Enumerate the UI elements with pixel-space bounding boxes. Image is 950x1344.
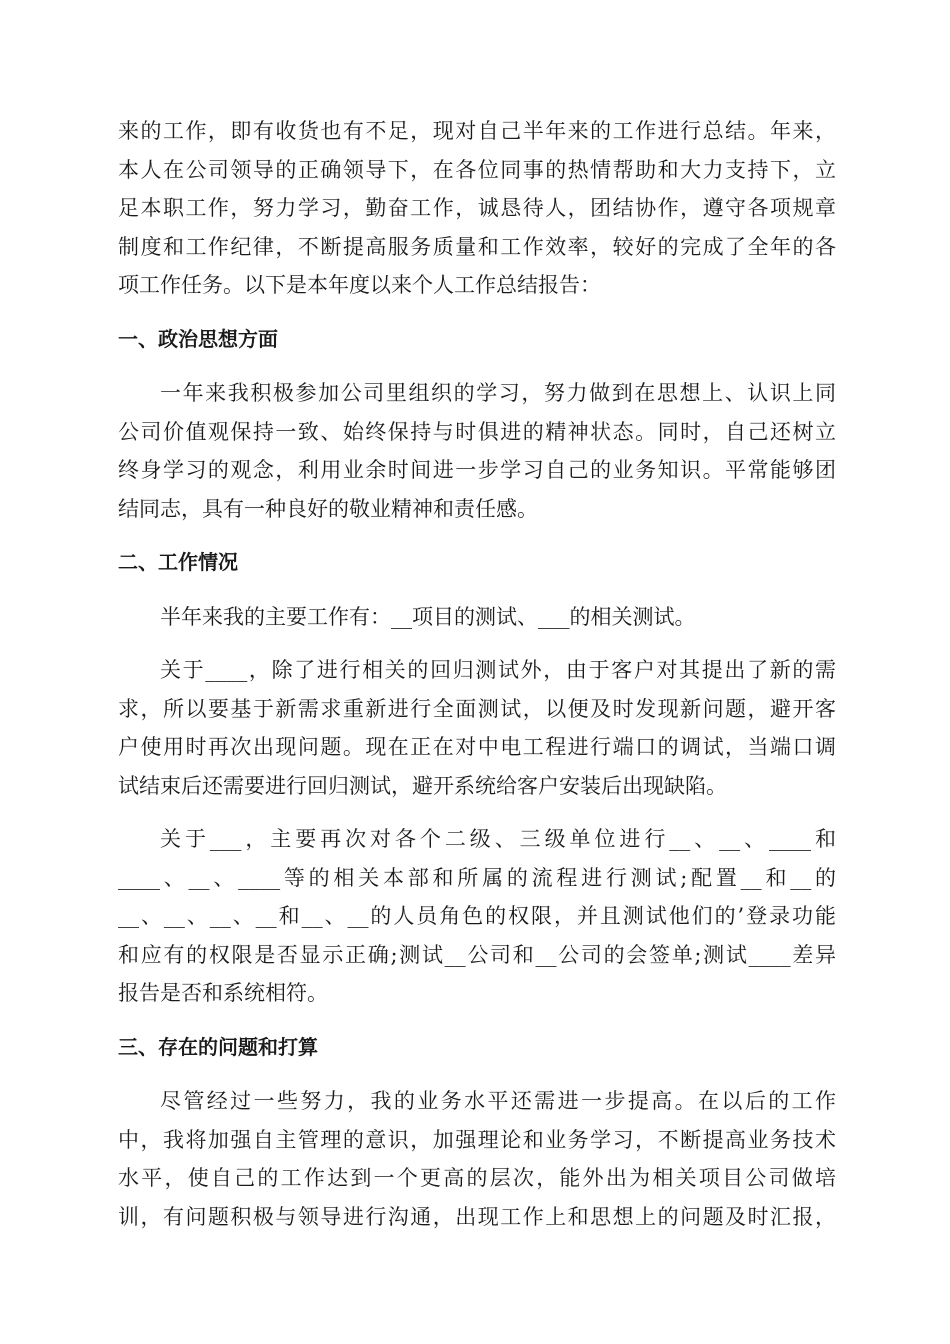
text-line: 来的工作，即有收货也有不足，现对自己半年来的工作进行总结。年来，: [118, 119, 836, 143]
text-line: 半年来我的主要工作有：__项目的测试、___的相关测试。: [160, 604, 696, 629]
text-line: 和应有的权限是否显示正确;测试__公司和__公司的会签单;测试____差异: [118, 942, 836, 967]
text-line: 尽管经过一些努力，我的业务水平还需进一步提高。在以后的工作: [160, 1089, 836, 1113]
text-line: 中，我将加强自主管理的意识，加强理论和业务学习，不断提高业务技术: [118, 1127, 836, 1152]
work-summary-paragraph: [118, 598, 836, 637]
text-line: 关于____，除了进行相关的回归测试外，由于客户对其提出了新的需: [160, 658, 836, 682]
text-line: 报告是否和系统相符。: [118, 981, 328, 1005]
problems-paragraph: [118, 1082, 836, 1236]
text-line: 户使用时再次出现问题。现在正在对中电工程进行端口的调试，当端口调: [118, 735, 836, 759]
section-heading-political: 一、政治思想方面: [118, 326, 278, 351]
text-line: 训，有问题积极与领导进行沟通，出现工作上和思想上的问题及时汇报，: [118, 1204, 836, 1229]
text-line: 制度和工作纪律，不断提高服务质量和工作效率，较好的完成了全年的各: [118, 234, 836, 259]
political-paragraph: [118, 374, 836, 528]
text-line: 一年来我积极参加公司里组织的学习，努力做到在思想上、认识上同: [160, 381, 836, 405]
text-line: 结同志，具有一种良好的敬业精神和责任感。: [118, 496, 538, 521]
document-page: [118, 112, 836, 1236]
section-heading-problems: 三、存在的问题和打算: [118, 1034, 318, 1059]
text-line: 足本职工作，努力学习，勤奋工作，诚恳待人，团结协作，遵守各项规章: [118, 196, 836, 220]
intro-paragraph: [118, 112, 836, 305]
work-config-paragraph: [118, 820, 836, 1013]
section-heading-work: 二、工作情况: [118, 550, 238, 574]
work-regression-paragraph: [118, 651, 836, 805]
text-line: 项工作任务。以下是本年度以来个人工作总结报告：: [118, 273, 601, 297]
text-line: 求，所以要基于新需求重新进行全面测试，以便及时发现新问题，避开客: [118, 696, 836, 721]
text-line: 本人在公司领导的正确领导下，在各位同事的热情帮助和大力支持下，立: [118, 157, 836, 182]
text-line: __、__、__、__和__、__的人员角色的权限，并且测试他们的’登录功能: [118, 904, 836, 928]
text-line: 公司价值观保持一致、始终保持与时俱进的精神状态。同时，自己还树立: [118, 419, 836, 444]
text-line: 终身学习的观念，利用业余时间进一步学习自己的业务知识。平常能够团: [118, 458, 836, 482]
text-line: 水平，使自己的工作达到一个更高的层次，能外出为相关项目公司做培: [118, 1166, 836, 1190]
text-line: 试结束后还需要进行回归测试，避开系统给客户安装后出现缺陷。: [118, 773, 727, 798]
text-line: 关于___，主要再次对各个二级、三级单位进行__、__、____和: [160, 827, 836, 851]
text-line: ____、__、____等的相关本部和所属的流程进行测试;配置__和__的: [118, 865, 836, 890]
